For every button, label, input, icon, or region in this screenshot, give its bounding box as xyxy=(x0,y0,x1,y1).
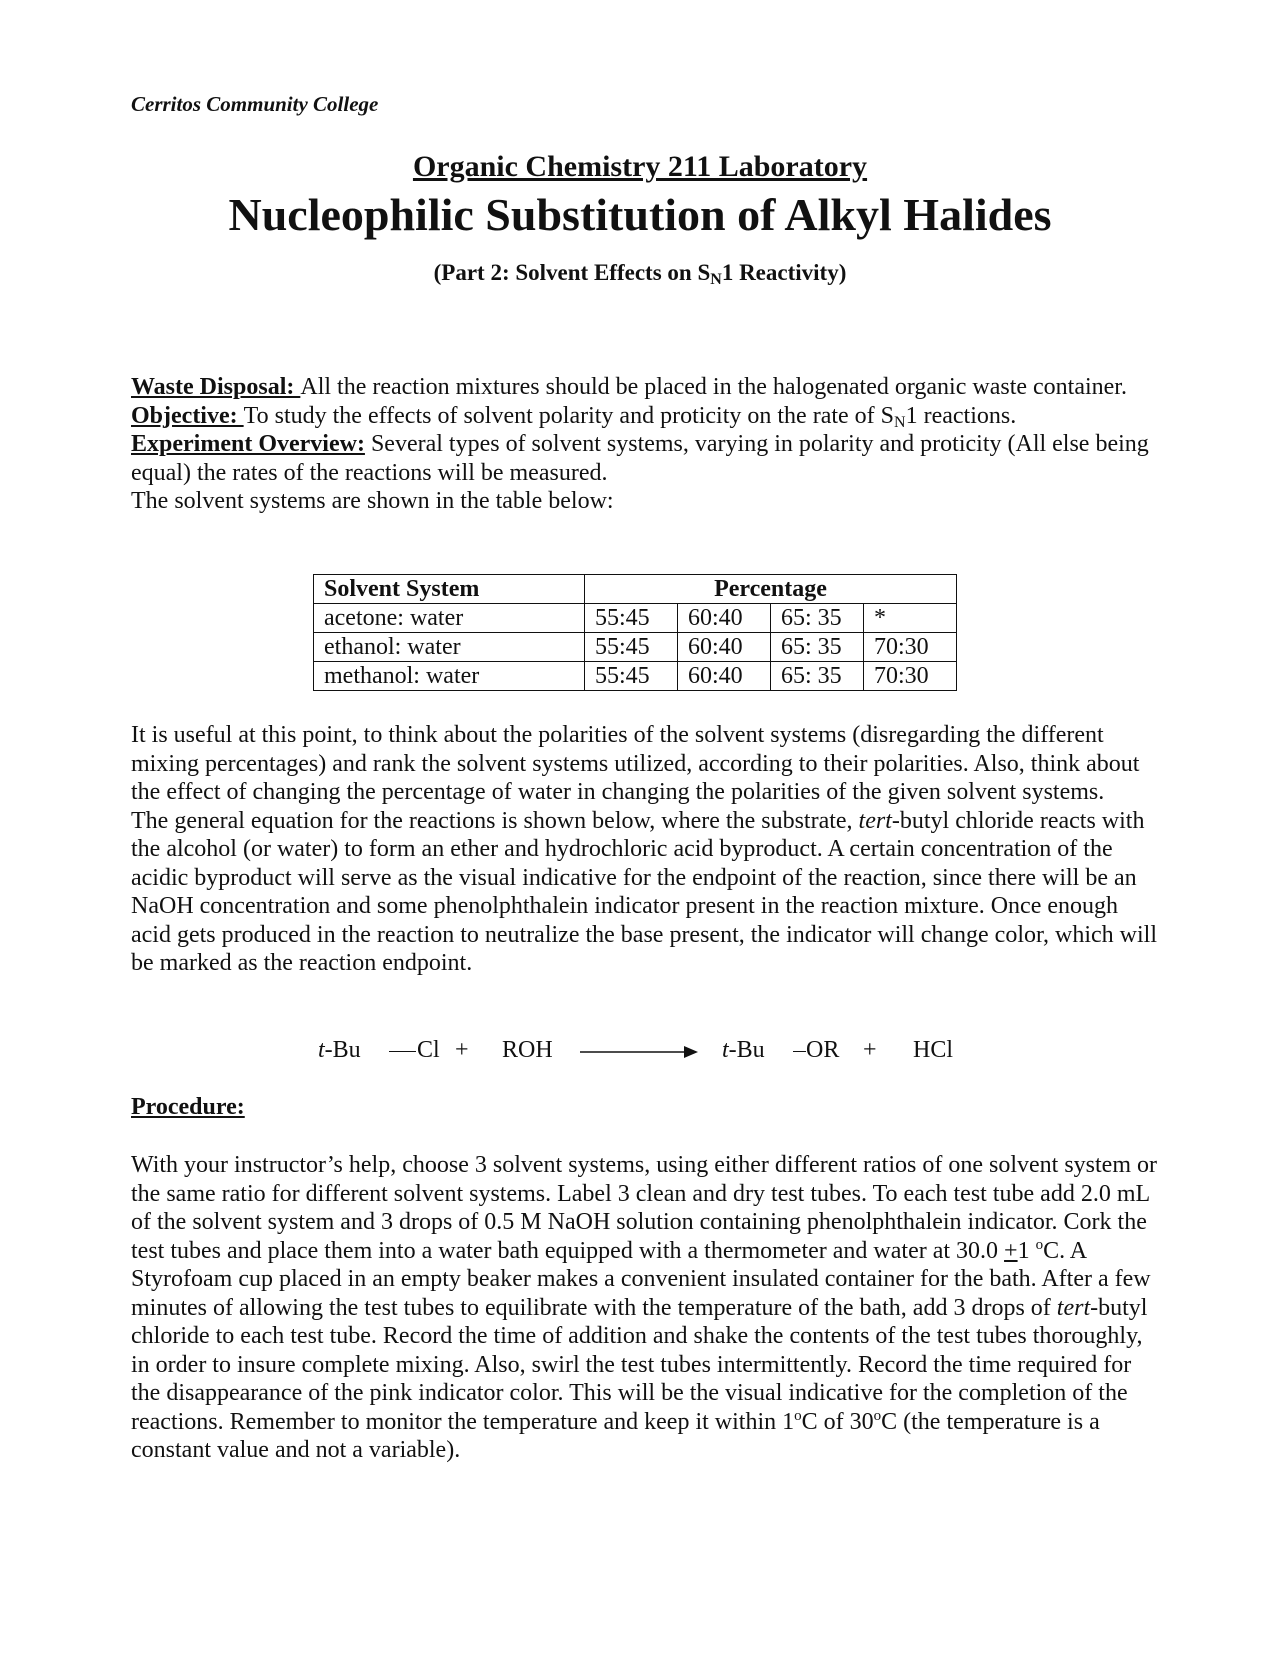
procedure-text: 1 xyxy=(1017,1237,1036,1264)
objective-text-end: 1 reactions. xyxy=(905,402,1017,429)
subtitle-text-post: 1 Reactivity) xyxy=(721,260,847,285)
table-intro: The solvent systems are shown in the table below: xyxy=(131,488,614,514)
plus-sign: + xyxy=(863,1037,877,1063)
procedure-text: C (the temperature is a constant value and not a variable). xyxy=(131,1408,1100,1463)
reactant-tbu xyxy=(318,1037,361,1064)
table-cell: 65: 35 xyxy=(771,662,864,691)
procedure-text: C. A Styrofoam cup placed in an empty beaker makes a convenient insulated container for the bath. After a few minutes of allowing the test tubes to equilibrate with the temperature of the bath, add 3 drops of xyxy=(131,1237,1151,1321)
tert-italic: tert xyxy=(858,807,892,834)
procedure-text: C of 30 xyxy=(801,1408,874,1435)
table-row xyxy=(314,633,957,662)
document-title: Nucleophilic Substitution of Alkyl Halides xyxy=(228,189,1052,240)
waste-disposal-label: Waste Disposal: xyxy=(131,374,301,400)
table-cell: 60:40 xyxy=(678,633,771,662)
waste-disposal-text: All the reaction mixtures should be placed in the halogenated organic waste container. xyxy=(300,374,1127,400)
reactant-t-italic: t xyxy=(318,1037,325,1063)
table-cell: 65: 35 xyxy=(771,604,864,633)
procedure-text: With your instructor’s help, choose 3 solvent systems, using either different ratios of one solvent system or the same ratio for different solvent systems. Label 3 clean and dry test tubes. To each test tube add 2.0 mL of the solvent system and 3 drops of 0.5 M NaOH solution containing phenolphthalein indicator. Cork the test tubes and place them into a water bath equipped with a thermometer and water at 30.0 xyxy=(131,1152,1157,1264)
equation-paragraph xyxy=(131,807,1161,978)
degree-symbol: o xyxy=(873,1407,882,1424)
product-t-italic: t xyxy=(722,1037,729,1063)
table-cell: 55:45 xyxy=(585,633,678,662)
product-bond-line xyxy=(793,1051,806,1052)
reactant-bu: -Bu xyxy=(324,1037,361,1063)
equation-paragraph-text: The general equation for the reactions is shown below, where the substrate, xyxy=(131,807,859,834)
procedure-heading: Procedure: xyxy=(131,1094,245,1120)
header-solvent-system: Solvent System xyxy=(314,575,585,604)
discussion-section xyxy=(131,721,1161,978)
objective-text: To study the effects of solvent polarity and proticity on the rate of S xyxy=(243,402,895,429)
procedure-paragraph xyxy=(131,1151,1161,1465)
intro-section xyxy=(131,373,1161,516)
table-cell: 60:40 xyxy=(678,604,771,633)
reaction-arrow-icon xyxy=(580,1044,700,1060)
table-cell: 65: 35 xyxy=(771,633,864,662)
reaction-equation xyxy=(0,1037,1280,1069)
table-cell: methanol: water xyxy=(314,662,585,691)
table-cell: 70:30 xyxy=(864,633,957,662)
table-cell: 70:30 xyxy=(864,662,957,691)
plus-minus-sign: + xyxy=(1004,1237,1018,1264)
table-cell: ethanol: water xyxy=(314,633,585,662)
institution-name: Cerritos Community College xyxy=(131,92,379,116)
document-subtitle xyxy=(0,260,1280,286)
objective-paragraph xyxy=(131,402,1161,431)
degree-symbol: o xyxy=(794,1407,802,1424)
header-percentage: Percentage xyxy=(585,575,957,604)
waste-disposal-paragraph xyxy=(131,373,1161,402)
table-row xyxy=(314,604,957,633)
procedure-text: -butyl chloride to each test tube. Record the time of addition and shake the contents of the test tubes thoroughly, in order to insure complete mixing. Also, swirl the test tubes intermittently. Record the time required for the disappearance of the pink indicator color. This will be the visual indicative for the completion of the reactions. Remember to monitor the temperature and keep it within 1 xyxy=(131,1294,1148,1435)
reactant-roh: ROH xyxy=(502,1037,553,1063)
product-or: OR xyxy=(806,1037,840,1063)
product-hcl: HCl xyxy=(913,1037,954,1063)
course-title: Organic Chemistry 211 Laboratory xyxy=(412,150,868,183)
tert-italic: tert xyxy=(1056,1294,1091,1321)
product-bu: -Bu xyxy=(728,1037,765,1063)
degree-symbol: o xyxy=(1035,1236,1044,1253)
reactant-cl: Cl xyxy=(417,1037,440,1063)
solvent-systems-table xyxy=(313,574,957,691)
reactant-bond-line xyxy=(389,1051,416,1052)
overview-text: Several types of solvent systems, varying in polarity and proticity (All else being equal) the rates of the reactions will be measured. xyxy=(131,431,1149,486)
product-tbu xyxy=(722,1037,765,1064)
plus-sign: + xyxy=(455,1037,469,1063)
polarity-paragraph: It is useful at this point, to think about the polarities of the solvent systems (disregarding the different mixing percentages) and rank the solvent systems utilized, according to their polarities. Also, think about the effect of changing the percentage of water in changing the polarities of the given solvent systems. xyxy=(131,722,1140,805)
table-cell: * xyxy=(864,604,957,633)
table-cell: 55:45 xyxy=(585,604,678,633)
table-cell: 60:40 xyxy=(678,662,771,691)
table-cell: 55:45 xyxy=(585,662,678,691)
overview-label: Experiment Overview: xyxy=(131,431,365,457)
table-cell: acetone: water xyxy=(314,604,585,633)
table-row xyxy=(314,662,957,691)
equation-paragraph-text-end: -butyl chloride reacts with the alcohol (or water) to form an ether and hydrochloric acid byproduct. A certain concentration of the acidic byproduct will serve as the visual indicative for the endpoint of the reaction, since there will be an NaOH concentration and some phenolphthalein indicator present in the reaction mixture. Once enough acid gets produced in the reaction to neutralize the base present, the indicator will change color, which will be marked as the reaction endpoint. xyxy=(131,807,1157,976)
table-header-row xyxy=(314,575,957,604)
objective-label: Objective: xyxy=(131,402,244,429)
subtitle-text-pre: (Part 2: Solvent Effects on S xyxy=(433,260,711,285)
subtitle-subscript: N xyxy=(710,271,722,288)
objective-subscript: N xyxy=(894,413,906,431)
overview-paragraph xyxy=(131,430,1161,487)
